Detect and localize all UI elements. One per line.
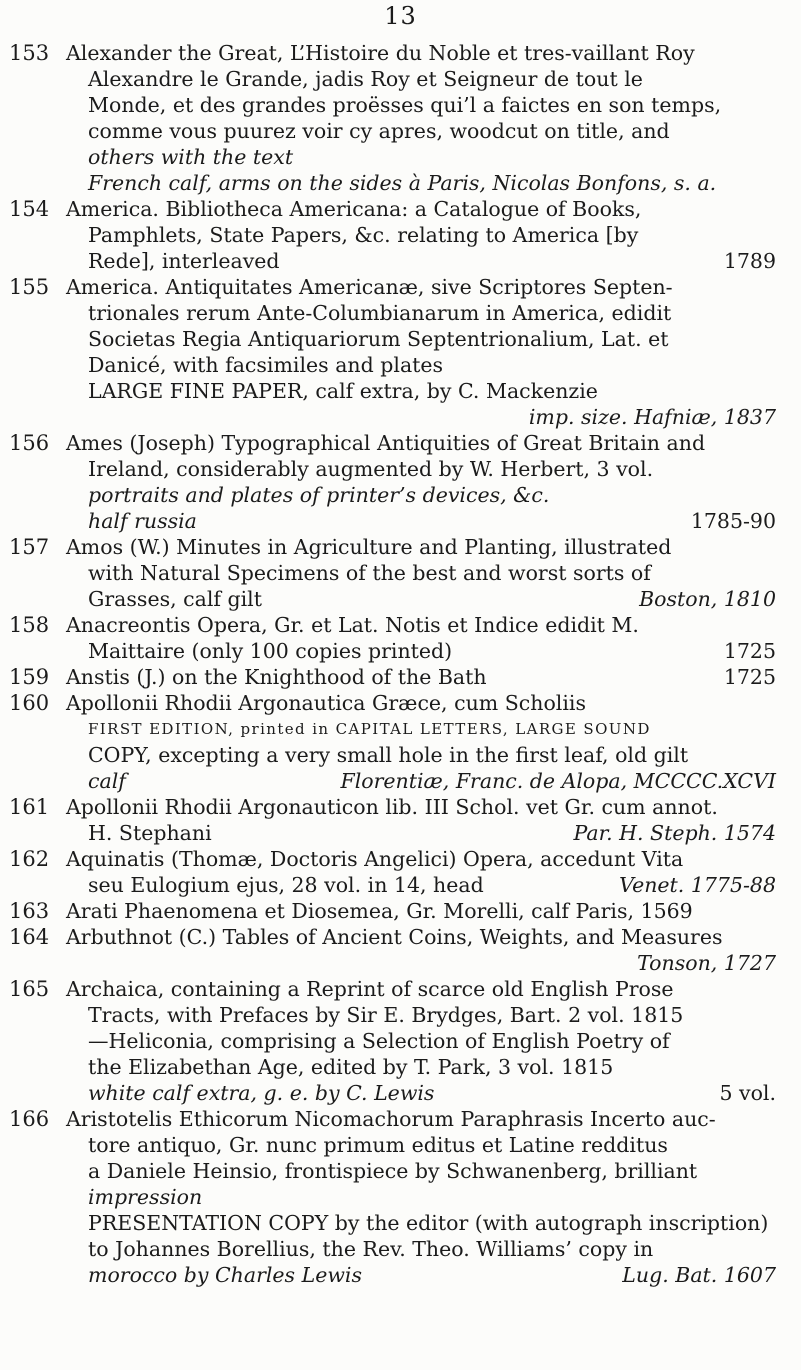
- entry-line: Pamphlets, State Papers, &c. relating to America [by: [88, 223, 639, 247]
- catalogue-entry-158: [0, 612, 801, 664]
- entry-text: seu Eulogium ejus, 28 vol. in 14, head: [88, 873, 484, 897]
- entry-imprint: 1785-90: [690, 509, 776, 533]
- catalogue-entry-156: [0, 430, 801, 534]
- lot-number: 165: [9, 977, 50, 1001]
- entry-line: Aquinatis (Thomæ, Doctoris Angelici) Opera, accedunt Vita: [66, 847, 684, 871]
- entry-line: Danicé, with facsimiles and plates: [88, 353, 444, 377]
- entry-line: trionales rerum Ante-Columbianarum in America, edidit: [88, 301, 672, 325]
- catalogue-entry-153: [0, 40, 801, 196]
- entry-line: Amos (W.) Minutes in Agriculture and Planting, illustrated: [66, 535, 672, 559]
- entry-line: Societas Regia Antiquariorum Septentrionalium, Lat. et: [88, 327, 669, 351]
- entry-line: Ireland, considerably augmented by W. Herbert, 3 vol.: [88, 457, 654, 481]
- entry-imprint: Lug. Bat. 1607: [622, 1263, 776, 1287]
- entry-line: [0, 586, 801, 612]
- lot-number: 163: [9, 899, 50, 923]
- entry-imprint: Boston, 1810: [639, 587, 776, 611]
- catalogue-entry-154: [0, 196, 801, 274]
- lot-number: 162: [9, 847, 50, 871]
- entry-line: —Heliconia, comprising a Selection of English Poetry of: [88, 1029, 670, 1053]
- entry-line: PRESENTATION COPY by the editor (with autograph inscription): [88, 1211, 769, 1235]
- entry-line: comme vous puurez voir cy apres, woodcut on title, and: [88, 119, 670, 143]
- entry-line: portraits and plates of printer’s devices, &c.: [88, 483, 550, 507]
- entry-line: Anacreontis Opera, Gr. et Lat. Notis et Indice edidit M.: [66, 613, 639, 637]
- entry-line: Arati Phaenomena et Diosemea, Gr. Morelli, calf Paris, 1569: [66, 899, 693, 923]
- catalogue-entries: [0, 40, 801, 1288]
- entry-line: [0, 1262, 801, 1288]
- entry-line: Tracts, with Prefaces by Sir E. Brydges, Bart. 2 vol. 1815: [88, 1003, 684, 1027]
- page-number: 13: [384, 2, 417, 30]
- lot-number: 157: [9, 535, 50, 559]
- entry-text: white calf extra, g. e. by C. Lewis: [88, 1081, 435, 1105]
- catalogue-entry-157: [0, 534, 801, 612]
- entry-line: LARGE FINE PAPER, calf extra, by C. Mackenzie: [88, 379, 598, 403]
- entry-line: Aristotelis Ethicorum Nicomachorum Paraphrasis Incerto auc-: [66, 1107, 716, 1131]
- entry-line: [0, 638, 801, 664]
- catalogue-entry-163: [0, 898, 801, 924]
- entry-line: Apollonii Rhodii Argonautica Græce, cum Scholiis: [66, 691, 586, 715]
- entry-imprint: Venet. 1775-88: [619, 873, 776, 897]
- entry-line: [0, 768, 801, 794]
- entry-line: [0, 664, 801, 690]
- entry-line: COPY, excepting a very small hole in the first leaf, old gilt: [88, 743, 689, 767]
- entry-imprint: 1789: [723, 249, 776, 273]
- entry-line: [0, 248, 801, 274]
- entry-imprint: 1725: [723, 665, 776, 689]
- entry-line: others with the text: [88, 145, 294, 169]
- entry-text: calf: [88, 769, 126, 793]
- entry-text: H. Stephani: [88, 821, 212, 845]
- entry-line: Ames (Joseph) Typographical Antiquities of Great Britain and: [66, 431, 706, 455]
- catalogue-entry-162: [0, 846, 801, 898]
- entry-line: to Johannes Borellius, the Rev. Theo. Williams’ copy in: [88, 1237, 654, 1261]
- entry-text: Maittaire (only 100 copies printed): [88, 639, 453, 663]
- lot-number: 159: [9, 665, 50, 689]
- entry-line: Alexander the Great, L’Histoire du Noble et tres-vaillant Roy: [66, 41, 695, 65]
- entry-text: Rede], interleaved: [88, 249, 280, 273]
- entry-line: French calf, arms on the sides à Paris, Nicolas Bonfons, s. a.: [88, 171, 717, 195]
- entry-text: Anstis (J.) on the Knighthood of the Bath: [66, 665, 487, 689]
- entry-line: with Natural Specimens of the best and worst sorts of: [88, 561, 651, 585]
- entry-text: morocco by Charles Lewis: [88, 1263, 362, 1287]
- entry-line: [0, 508, 801, 534]
- entry-line: [0, 820, 801, 846]
- entry-imprint: Tonson, 1727: [637, 951, 776, 975]
- entry-line: America. Antiquitates Americanæ, sive Scriptores Septen-: [66, 275, 673, 299]
- catalogue-entry-165: [0, 976, 801, 1106]
- entry-line: a Daniele Heinsio, frontispiece by Schwanenberg, brilliant: [88, 1159, 698, 1183]
- entry-line: Apollonii Rhodii Argonauticon lib. III Schol. vet Gr. cum annot.: [66, 795, 718, 819]
- entry-line: Arbuthnot (C.) Tables of Ancient Coins, Weights, and Measures: [66, 925, 723, 949]
- entry-imprint: Par. H. Steph. 1574: [573, 821, 776, 845]
- entry-line: [0, 404, 801, 430]
- lot-number: 156: [9, 431, 50, 455]
- catalogue-entry-155: [0, 274, 801, 430]
- catalogue-entry-161: [0, 794, 801, 846]
- entry-line: [0, 872, 801, 898]
- entry-text: Grasses, calf gilt: [88, 587, 262, 611]
- entry-line: Alexandre le Grande, jadis Roy et Seigneur de tout le: [88, 67, 643, 91]
- catalogue-entry-166: [0, 1106, 801, 1288]
- entry-line: tore antiquo, Gr. nunc primum editus et Latine redditus: [88, 1133, 668, 1157]
- entry-text: half russia: [88, 509, 197, 533]
- entry-line: [0, 950, 801, 976]
- entry-line: impression: [88, 1185, 203, 1209]
- catalogue-entry-160: [0, 690, 801, 794]
- lot-number: 154: [9, 197, 50, 221]
- entry-imprint: Florentiæ, Franc. de Alopa, MCCCC.XCVI: [340, 769, 776, 793]
- entry-line: [0, 1080, 801, 1106]
- entry-line: the Elizabethan Age, edited by T. Park, 3 vol. 1815: [88, 1055, 614, 1079]
- entry-line: Archaica, containing a Reprint of scarce old English Prose: [66, 977, 674, 1001]
- entry-line: FIRST EDITION, printed in CAPITAL LETTERS, LARGE SOUND: [88, 720, 651, 738]
- lot-number: 158: [9, 613, 50, 637]
- catalogue-entry-159: [0, 664, 801, 690]
- entry-line: America. Bibliotheca Americana: a Catalogue of Books,: [66, 197, 642, 221]
- lot-number: 161: [9, 795, 50, 819]
- entry-imprint: 5 vol.: [719, 1081, 776, 1105]
- catalogue-entry-164: [0, 924, 801, 976]
- lot-number: 153: [9, 41, 50, 65]
- entry-line: Monde, et des grandes proësses qui’l a faictes en son temps,: [88, 93, 722, 117]
- entry-imprint: imp. size. Hafniæ, 1837: [528, 405, 776, 429]
- lot-number: 155: [9, 275, 50, 299]
- entry-imprint: 1725: [723, 639, 776, 663]
- lot-number: 164: [9, 925, 50, 949]
- lot-number: 166: [9, 1107, 50, 1131]
- lot-number: 160: [9, 691, 50, 715]
